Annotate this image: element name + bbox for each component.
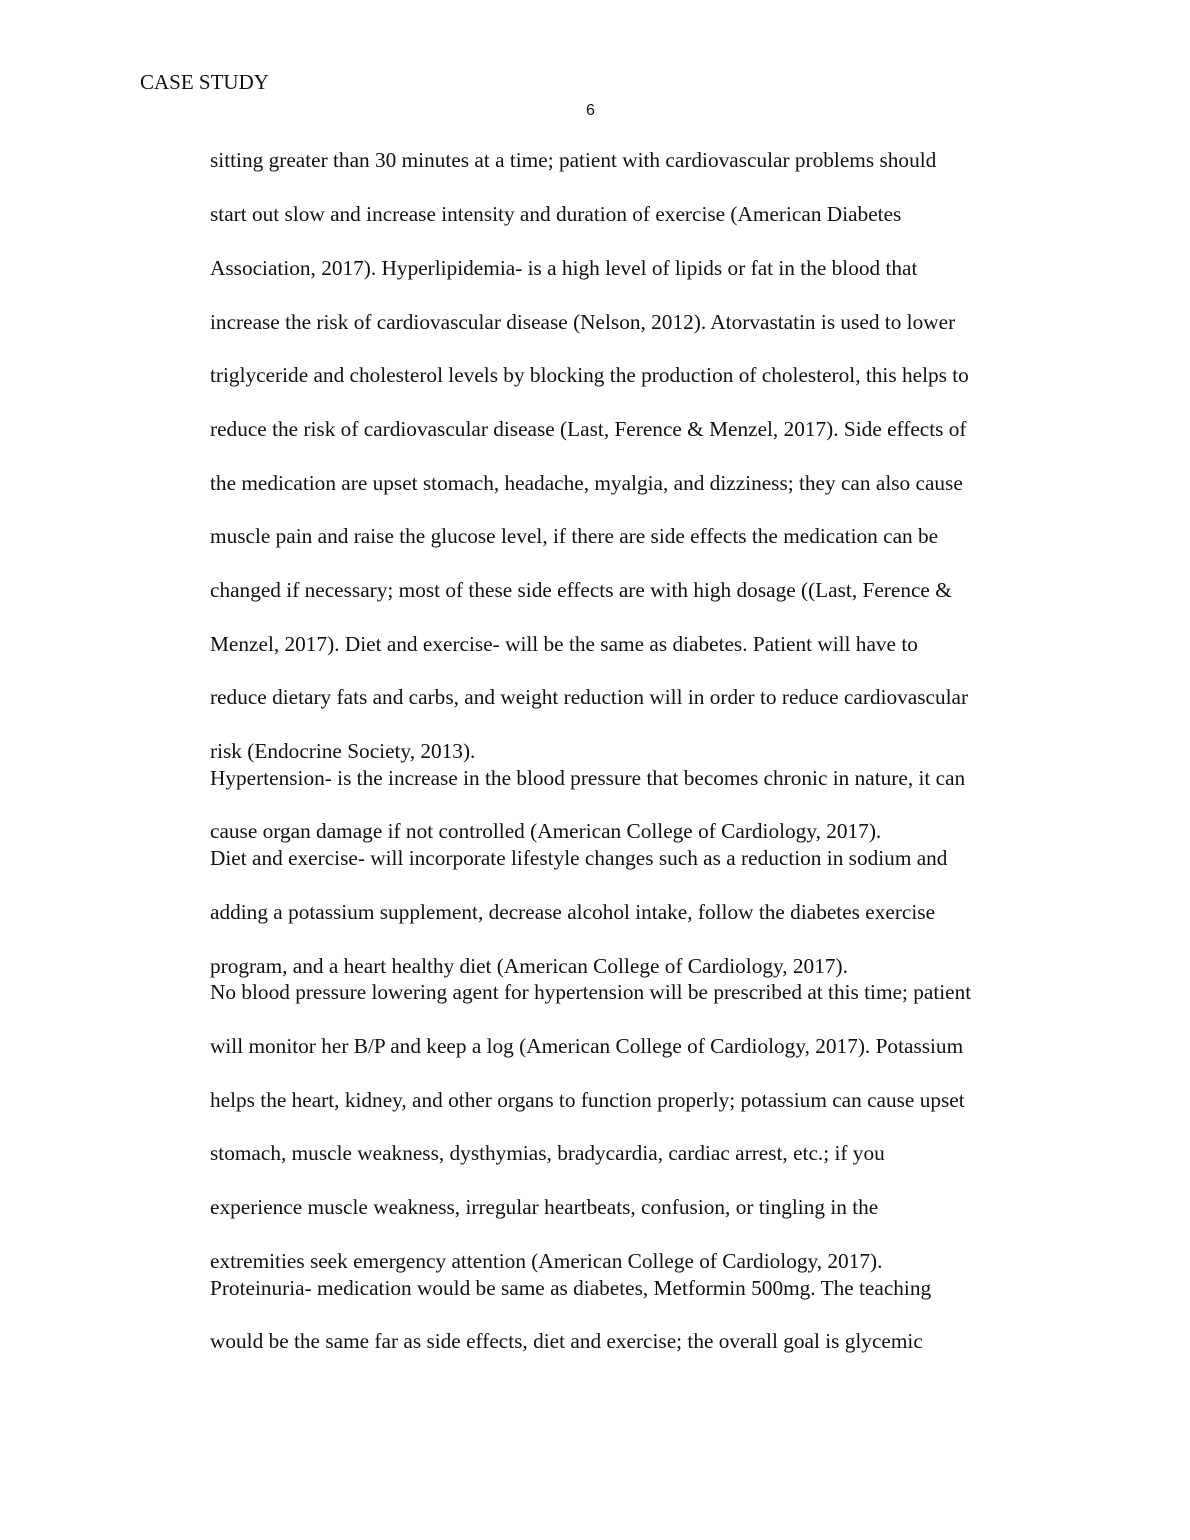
- text-line: experience muscle weakness, irregular heartbeats, confusion, or tingling in the: [210, 1195, 879, 1219]
- text-line: triglyceride and cholesterol levels by blocking the production of cholesterol, this helps to: [210, 363, 969, 387]
- text-line: start out slow and increase intensity and duration of exercise (American Diabetes: [210, 202, 902, 226]
- text-line: Hypertension- is the increase in the blood pressure that becomes chronic in nature, it can: [210, 766, 966, 790]
- text-line: Diet and exercise- will incorporate lifestyle changes such as a reduction in sodium and: [210, 846, 948, 870]
- text-line: helps the heart, kidney, and other organs to function properly; potassium can cause upset: [210, 1088, 965, 1112]
- text-line: reduce dietary fats and carbs, and weight reduction will in order to reduce cardiovascular: [210, 685, 969, 709]
- text-line: risk (Endocrine Society, 2013).: [210, 739, 476, 763]
- text-line: cause organ damage if not controlled (American College of Cardiology, 2017).: [210, 819, 882, 843]
- text-line: would be the same far as side effects, diet and exercise; the overall goal is glycemic: [210, 1329, 923, 1353]
- text-line: No blood pressure lowering agent for hypertension will be prescribed at this time; patient: [210, 980, 972, 1004]
- text-line: Association, 2017). Hyperlipidemia- is a high level of lipids or fat in the blood that: [210, 256, 918, 280]
- text-line: stomach, muscle weakness, dysthymias, bradycardia, cardiac arrest, etc.; if you: [210, 1141, 885, 1165]
- text-line: Menzel, 2017). Diet and exercise- will be the same as diabetes. Patient will have to: [210, 632, 918, 656]
- text-line: adding a potassium supplement, decrease alcohol intake, follow the diabetes exercise: [210, 900, 936, 924]
- text-line: reduce the risk of cardiovascular disease (Last, Ference & Menzel, 2017). Side effects of: [210, 417, 967, 441]
- text-line: sitting greater than 30 minutes at a time; patient with cardiovascular problems should: [210, 148, 937, 172]
- text-line: muscle pain and raise the glucose level, if there are side effects the medication can be: [210, 524, 939, 548]
- text-line: increase the risk of cardiovascular disease (Nelson, 2012). Atorvastatin is used to lower: [210, 310, 956, 334]
- page-number: 6: [586, 102, 595, 119]
- running-head: CASE STUDY: [140, 70, 269, 94]
- text-line: changed if necessary; most of these side effects are with high dosage ((Last, Ference &: [210, 578, 952, 602]
- text-line: program, and a heart healthy diet (American College of Cardiology, 2017).: [210, 954, 848, 978]
- text-line: the medication are upset stomach, headache, myalgia, and dizziness; they can also cause: [210, 471, 963, 495]
- text-line: will monitor her B/P and keep a log (American College of Cardiology, 2017). Potassium: [210, 1034, 964, 1058]
- text-line: Proteinuria- medication would be same as diabetes, Metformin 500mg. The teaching: [210, 1276, 932, 1300]
- text-line: extremities seek emergency attention (American College of Cardiology, 2017).: [210, 1249, 883, 1273]
